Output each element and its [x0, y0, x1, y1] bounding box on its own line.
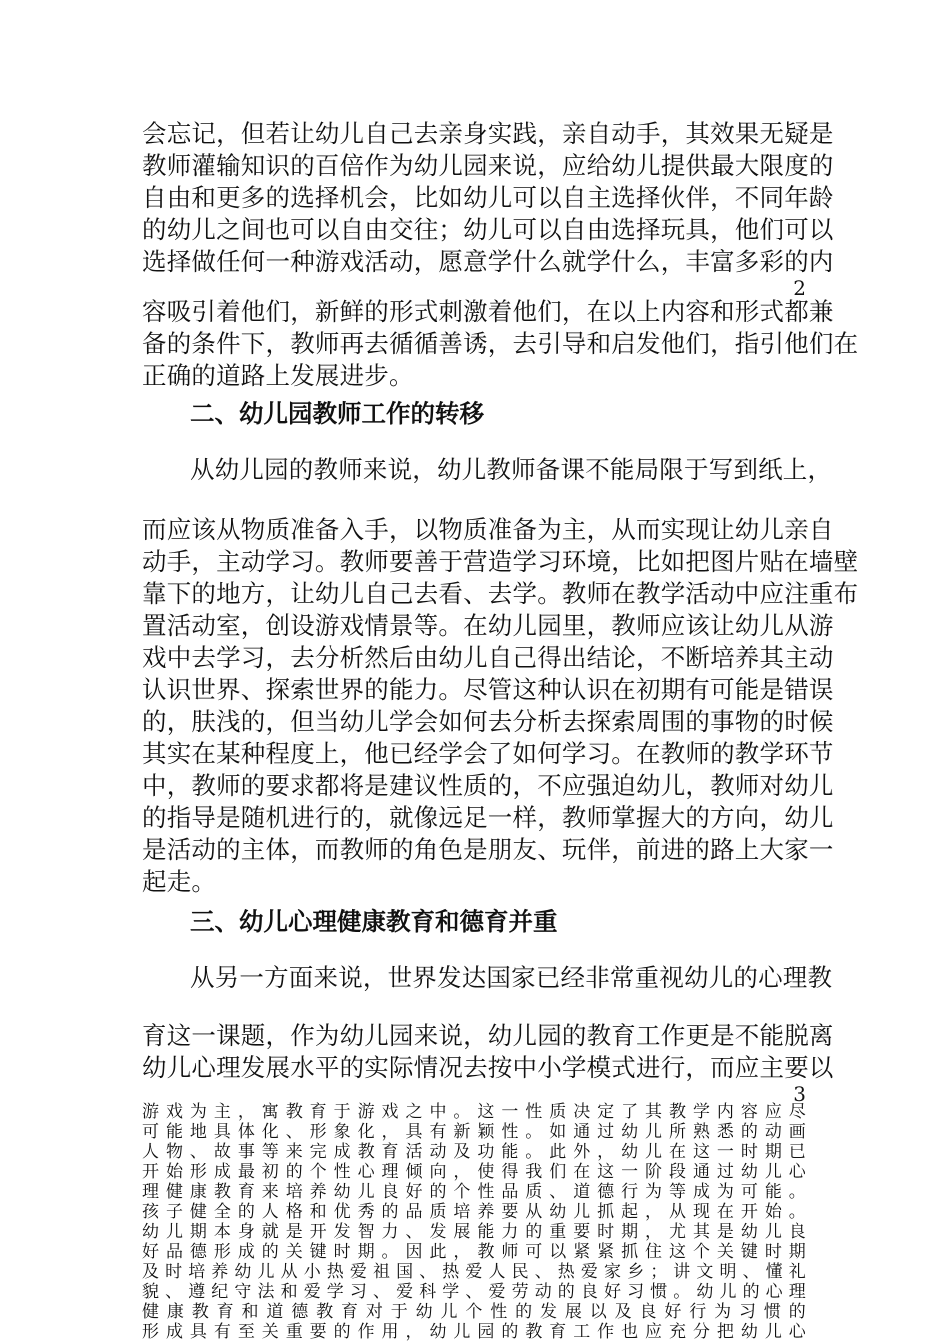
text-line: 可能地具体化、形象化，具有新颖性。如通过幼儿所熟悉的动画 [142, 1122, 806, 1142]
text-line: 育这一课题，作为幼儿园来说，幼儿园的教育工作更是不能脱离 [142, 1021, 834, 1050]
text-line: 容吸引着他们，新鲜的形式刺激着他们，在以上内容和形式都兼 [142, 297, 834, 326]
text-line: 其实在某种程度上，他已经学会了如何学习。在教师的教学环节 [142, 739, 834, 768]
text-line: 幼儿期本身就是开发智力、发展能力的重要时期，尤其是幼儿良 [142, 1222, 806, 1242]
section-heading: 二、幼儿园教师工作的转移 [190, 399, 484, 428]
text-line: 形成具有至关重要的作用，幼儿园的教育工作也应充分把幼儿心 [142, 1322, 806, 1342]
text-line: 戏中去学习，去分析然后由幼儿自己得出结论，不断培养其主动 [142, 643, 834, 672]
text-line: 游戏为主，寓教育于游戏之中。这一性质决定了其教学内容应尽 [142, 1102, 806, 1122]
paragraph-first-line: 从另一方面来说，世界发达国家已经非常重视幼儿的心理教 [190, 963, 833, 992]
page-number: 2 [793, 276, 806, 300]
section-heading: 三、幼儿心理健康教育和德育并重 [190, 907, 558, 936]
text-line: 幼儿心理发展水平的实际情况去按中小学模式进行，而应主要以 [142, 1053, 834, 1082]
text-line: 而应该从物质准备入手，以物质准备为主，从而实现让幼儿亲自 [142, 515, 834, 544]
text-line: 貌、遵纪守法和爱学习、爱科学、爱劳动的良好习惯。幼儿的心理 [142, 1282, 806, 1302]
text-line: 是活动的主体，而教师的角色是朋友、玩伴，前进的路上大家一 [142, 835, 834, 864]
text-line: 的，肤浅的，但当幼儿学会如何去分析去探索周围的事物的时候 [142, 707, 834, 736]
text-line: 备的条件下，教师再去循循善诱，去引导和启发他们，指引他们在 [142, 329, 859, 358]
text-line: 及时培养幼儿从小热爱祖国、热爱人民、热爱家乡；讲文明、懂礼 [142, 1262, 806, 1282]
text-line: 认识世界、探索世界的能力。尽管这种认识在初期有可能是错误 [142, 675, 834, 704]
page-number: 3 [793, 1082, 806, 1106]
text-line: 动手，主动学习。教师要善于营造学习环境，比如把图片贴在墙壁 [142, 547, 859, 576]
paragraph-first-line: 从幼儿园的教师来说，幼儿教师备课不能局限于写到纸上， [190, 455, 833, 484]
text-line: 教师灌输知识的百倍作为幼儿园来说，应给幼儿提供最大限度的 [142, 151, 834, 180]
text-line: 中，教师的要求都将是建议性质的，不应强迫幼儿，教师对幼儿 [142, 771, 834, 800]
text-line: 理健康教育来培养幼儿良好的个性品质、道德行为等成为可能。 [142, 1182, 806, 1202]
text-line: 自由和更多的选择机会，比如幼儿可以自主选择伙伴，不同年龄 [142, 183, 834, 212]
text-line: 开始形成最初的个性心理倾向，使得我们在这一阶段通过幼儿心 [142, 1162, 806, 1182]
text-line: 孩子健全的人格和优秀的品质培养要从幼儿抓起，从现在开始。 [142, 1202, 806, 1222]
text-line: 选择做任何一种游戏活动，愿意学什么就学什么，丰富多彩的内 [142, 247, 834, 276]
text-line: 健康教育和道德教育对于幼儿个性的发展以及良好行为习惯的 [142, 1302, 806, 1322]
text-line: 的幼儿之间也可以自由交往；幼儿可以自由选择玩具，他们可以 [142, 215, 834, 244]
text-line: 靠下的地方，让幼儿自己去看、去学。教师在教学活动中应注重布 [142, 579, 859, 608]
text-line: 的指导是随机进行的，就像远足一样，教师掌握大的方向，幼儿 [142, 803, 834, 832]
text-line: 人物、故事等来完成教育活动及功能。此外，幼儿在这一时期已 [142, 1142, 806, 1162]
text-line: 会忘记，但若让幼儿自己去亲身实践，亲自动手，其效果无疑是 [142, 119, 834, 148]
text-line: 正确的道路上发展进步。 [142, 361, 414, 390]
text-line: 好品德形成的关键时期。因此，教师可以紧紧抓住这个关键时期 [142, 1242, 806, 1262]
text-line: 起走。 [142, 867, 217, 896]
text-line: 置活动室，创设游戏情景等。在幼儿园里，教师应该让幼儿从游 [142, 611, 834, 640]
